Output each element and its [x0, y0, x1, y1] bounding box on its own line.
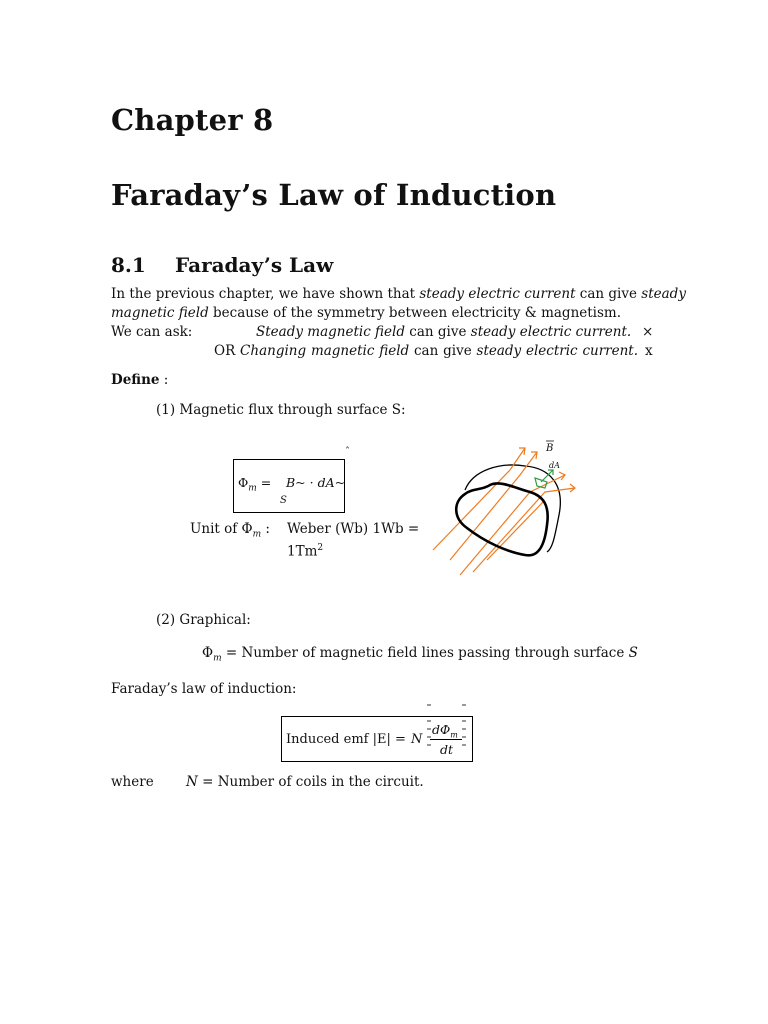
flux-formula-hat: ˆ — [345, 447, 350, 458]
faraday-label: Faraday’s law of induction: — [111, 681, 297, 697]
flux-formula-rhs: B~ · dA~ — [286, 475, 346, 490]
b-vector-label: B — [546, 443, 554, 454]
abs-value-marks — [424, 700, 469, 760]
flux-formula-lower: S — [280, 495, 287, 506]
unit-value-line-1: Weber (Wb) 1Wb = — [287, 521, 420, 537]
emf-numerator: $d\Phi_m$ — [432, 722, 458, 740]
cross-mark: × — [642, 324, 654, 340]
chapter-title: Chapter 8 — [111, 103, 274, 137]
define-label: Define : — [111, 372, 169, 388]
intro-line-2: magnetic field because of the symmetry between electricity & magnetism. — [111, 305, 622, 321]
graphical-definition: $\Phi_m$ = Number of magnetic field lines passing through surface S — [202, 645, 638, 664]
flux-formula: $\Phi_m$ = — [238, 475, 272, 494]
where-label: where — [111, 774, 154, 790]
unit-label: Unit of $\Phi_m$ : — [190, 521, 270, 540]
intro-line-1: In the previous chapter, we have shown that steady electric current can give steady — [111, 286, 686, 302]
emf-denominator: dt — [440, 742, 454, 757]
flux-surface-figure — [425, 430, 590, 580]
section-number: 8.1 — [111, 253, 146, 277]
chapter-subtitle: Faraday’s Law of Induction — [111, 178, 557, 212]
emf-formula-label: Induced emf |E| = — [286, 732, 406, 747]
x-mark: x — [645, 343, 653, 359]
ask-line-1: Steady magnetic field can give steady electric current. — [256, 324, 632, 340]
define-item-2: (2) Graphical: — [156, 612, 251, 628]
section-title: Faraday’s Law — [175, 253, 334, 277]
emf-formula-n: N — [411, 732, 423, 747]
where-definition: N = Number of coils in the circuit. — [186, 774, 424, 790]
define-item-1: (1) Magnetic flux through surface S: — [156, 402, 406, 418]
da-vector-label: dA — [549, 461, 560, 470]
ask-label: We can ask: — [111, 324, 193, 340]
unit-value-line-2: 1Tm$^2$ — [287, 543, 324, 560]
ask-line-2: OR Changing magnetic field can give steady electric current. — [214, 343, 638, 359]
